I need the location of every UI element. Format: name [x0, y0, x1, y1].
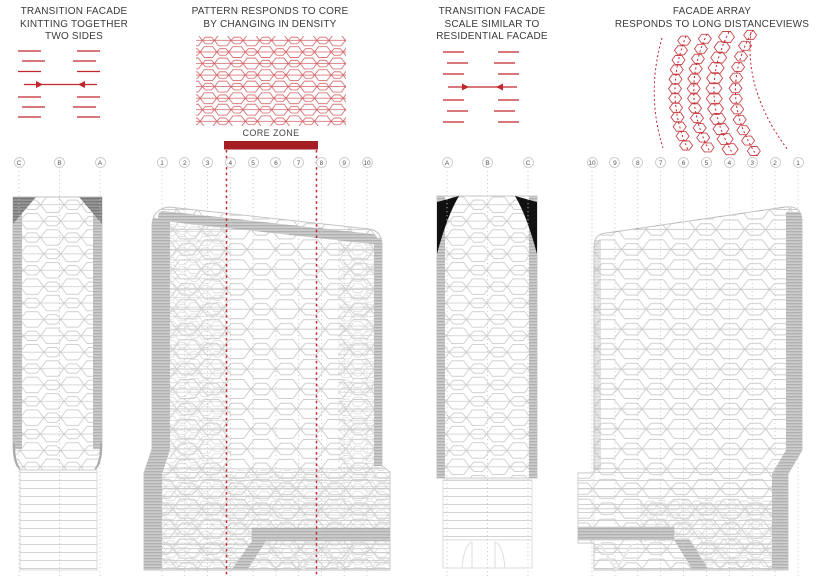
annotation-transition-east: [419, 6, 565, 44]
elevation-core-tower: [144, 207, 390, 572]
caption-line: KINTTING TOGETHER: [19, 18, 129, 30]
grid-bubble-5: 5: [248, 157, 259, 168]
annotation-transition-west: [8, 6, 140, 44]
knit-diagram-left: [18, 51, 100, 117]
grid-bubble-7: 7: [293, 157, 304, 168]
annotation-pattern-core: [190, 6, 350, 31]
grid-bubble-1: 1: [793, 157, 804, 168]
caption-line: BY CHANGING IN DENSITY: [203, 18, 337, 30]
grid-bubble-1: 1: [157, 157, 168, 168]
caption-line: TRANSITION FACADE: [20, 6, 128, 17]
side-band: [13, 197, 22, 449]
side-band: [772, 474, 788, 570]
podium: [20, 470, 97, 570]
knit-diagram-right: [443, 52, 519, 122]
caption-line: TRANSITION FACADE: [438, 6, 546, 17]
grid-bubble-10: 10: [587, 157, 598, 168]
side-band: [93, 197, 102, 449]
side-band: [786, 212, 802, 450]
caption-line: SCALE SIMILAR TO: [444, 18, 540, 30]
caption-line: RESPONDS TO LONG DISTANCEVIEWS: [614, 18, 810, 30]
grid-bubble-C: C: [14, 157, 25, 168]
grid-bubble-5: 5: [701, 157, 712, 168]
side-band: [594, 240, 601, 470]
grid-bubble-4: 4: [225, 157, 236, 168]
side-band: [374, 238, 382, 466]
grid-bubble-2: 2: [179, 157, 190, 168]
grid-bubble-8: 8: [316, 157, 327, 168]
grid-bubble-8: 8: [632, 157, 643, 168]
grid-bubble-9: 9: [609, 157, 620, 168]
grid-bubble-A: A: [95, 157, 106, 168]
elevation-array-tower: [578, 202, 802, 572]
core-zone-label: CORE ZONE: [242, 128, 300, 138]
podium-band: [578, 527, 674, 540]
grid-bubble-A: A: [442, 157, 453, 168]
density-strip: [170, 224, 228, 470]
grid-bubble-C: C: [523, 157, 534, 168]
podium-band: [252, 528, 390, 541]
elevation-transition-east: [437, 196, 537, 568]
caption-line: RESIDENTIAL FACADE: [436, 31, 548, 42]
elevation-transition-west: [13, 197, 102, 570]
caption-line: PATTERN RESPONDS TO CORE: [191, 6, 349, 17]
array-hex-chain: [729, 31, 760, 156]
grid-bubble-B: B: [54, 157, 65, 168]
grid-bubble-9: 9: [339, 157, 350, 168]
annotation-facade-array: [612, 6, 812, 31]
grid-bubble-B: B: [482, 157, 493, 168]
caption-line: FACADE ARRAY: [672, 6, 752, 17]
grid-bubble-7: 7: [655, 157, 666, 168]
side-band: [152, 218, 170, 450]
grid-bubble-4: 4: [724, 157, 735, 168]
grid-bubble-2: 2: [770, 157, 781, 168]
core-zone-bar: [224, 141, 318, 150]
grid-bubble-10: 10: [362, 157, 373, 168]
grid-bubble-6: 6: [270, 157, 281, 168]
grid-bubble-3: 3: [202, 157, 213, 168]
caption-line: TWO SIDES: [45, 31, 103, 42]
grid-bubble-6: 6: [678, 157, 689, 168]
grid-bubble-3: 3: [747, 157, 758, 168]
side-band: [144, 474, 162, 570]
